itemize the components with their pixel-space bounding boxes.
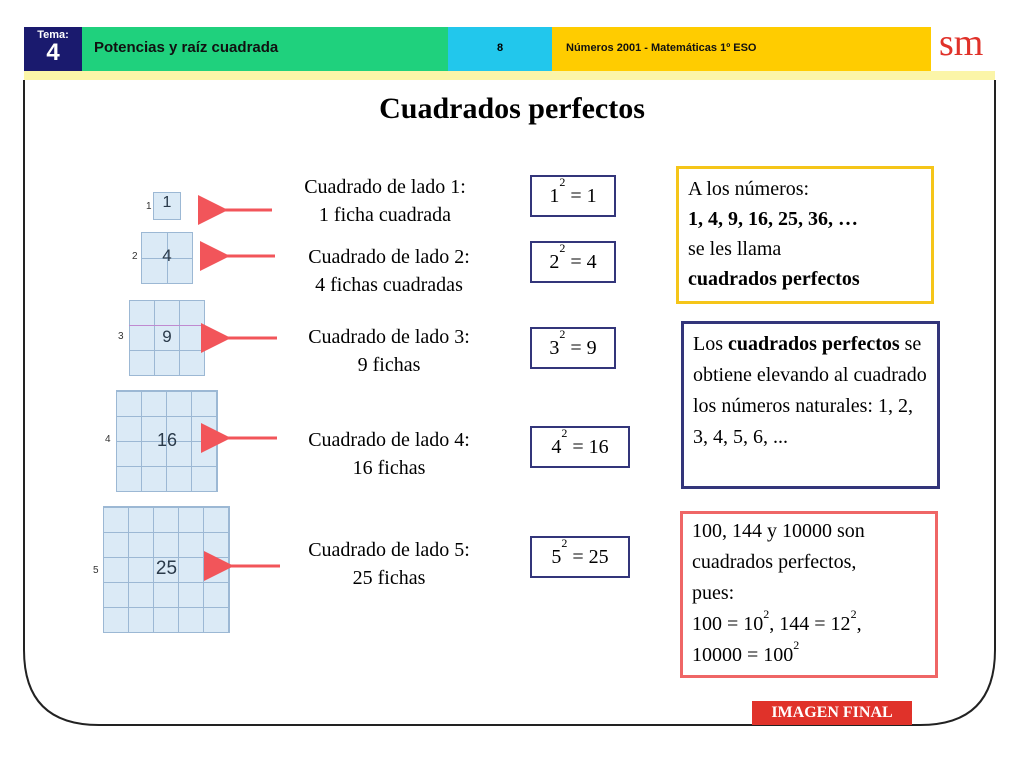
definition-line3: se les llama	[688, 238, 782, 260]
imagen-final-button[interactable]: IMAGEN FINAL	[752, 701, 912, 725]
examples-line2: cuadrados perfectos,	[692, 551, 857, 573]
formula-2-exp: 2	[559, 241, 566, 255]
square-5-side: 5	[93, 565, 99, 576]
tema-label: Tema:	[37, 29, 69, 41]
description-3	[274, 323, 504, 379]
formula-5-exp: 2	[561, 536, 568, 550]
description-5-line2: 25 fichas	[352, 567, 426, 589]
description-1	[270, 173, 500, 229]
formula-1-base: 1	[549, 185, 560, 207]
topic-title: Potencias y raíz cuadrada	[94, 39, 279, 56]
formula-5-result: = 25	[567, 546, 609, 568]
examples-eq1-exp: 2	[763, 607, 770, 621]
definition-line4: cuadrados perfectos	[688, 268, 860, 290]
tema-number: 4	[46, 39, 60, 66]
formula-2	[530, 241, 616, 283]
formula-3-base: 3	[549, 337, 560, 359]
description-1-line2: 1 ficha cuadrada	[318, 204, 452, 226]
formula-3-result: = 9	[565, 337, 597, 359]
how-to-pre: Los	[693, 333, 728, 355]
examples-line5	[692, 640, 926, 671]
formula-2-base: 2	[549, 251, 560, 273]
square-2-side: 2	[132, 251, 138, 262]
square-3-side: 3	[118, 331, 124, 342]
description-5-line1: Cuadrado de lado 5:	[308, 539, 470, 561]
formula-5	[530, 536, 630, 578]
formula-4-exp: 2	[561, 426, 568, 440]
description-4-line2: 16 fichas	[352, 457, 426, 479]
description-1-line1: Cuadrado de lado 1:	[304, 176, 466, 198]
how-to-bold: cuadrados perfectos	[728, 333, 900, 355]
square-5-label: 25	[155, 558, 178, 579]
formula-1-exp: 2	[559, 175, 566, 189]
formula-3	[530, 327, 616, 369]
info-box-definition	[676, 166, 934, 304]
formula-3-exp: 2	[559, 327, 566, 341]
description-4	[274, 426, 504, 482]
definition-line2: 1, 4, 9, 16, 25, 36, …	[688, 208, 858, 230]
square-4-side: 4	[105, 434, 111, 445]
description-3-line2: 9 fichas	[357, 354, 421, 376]
description-4-line1: Cuadrado de lado 4:	[308, 429, 470, 451]
description-2-line1: Cuadrado de lado 2:	[308, 246, 470, 268]
definition-line1: A los números:	[688, 178, 810, 200]
examples-line3: pues:	[692, 582, 735, 604]
examples-line4	[692, 609, 926, 640]
description-2	[274, 243, 504, 299]
square-1-label: 1	[162, 194, 172, 211]
formula-1-result: = 1	[565, 185, 597, 207]
formula-5-base: 5	[551, 546, 562, 568]
square-1-side: 1	[146, 201, 152, 212]
how-to-post: se obtiene elevando al cuadrado los números naturales: 1, 2, 3, 4, 5, 6, ...	[693, 333, 927, 448]
info-box-how-to	[681, 321, 940, 489]
examples-eq3-exp: 2	[793, 638, 800, 652]
page-number: 8	[496, 42, 504, 54]
examples-eq1: 100 = 10	[692, 613, 764, 635]
book-title: Números 2001 - Matemáticas 1º ESO	[566, 42, 757, 54]
info-box-examples	[680, 511, 938, 678]
description-3-line1: Cuadrado de lado 3:	[308, 326, 470, 348]
examples-eq2: , 144 = 12	[769, 613, 851, 635]
examples-eq2-tail: ,	[856, 613, 862, 635]
sm-logo-text: sm	[939, 22, 984, 64]
square-2-label: 4	[162, 246, 172, 265]
examples-eq2-exp: 2	[850, 607, 857, 621]
formula-1	[530, 175, 616, 217]
formula-4	[530, 426, 630, 468]
square-3-label: 9	[162, 327, 172, 346]
formula-4-result: = 16	[567, 436, 609, 458]
description-2-line2: 4 fichas cuadradas	[315, 274, 463, 296]
examples-line1: 100, 144 y 10000 son	[692, 520, 865, 542]
square-4-label: 16	[156, 430, 178, 450]
formula-4-base: 4	[551, 436, 562, 458]
examples-eq3: 10000 = 100	[692, 644, 794, 666]
formula-2-result: = 4	[565, 251, 597, 273]
description-5	[274, 536, 504, 592]
page-title: Cuadrados perfectos	[379, 92, 645, 125]
